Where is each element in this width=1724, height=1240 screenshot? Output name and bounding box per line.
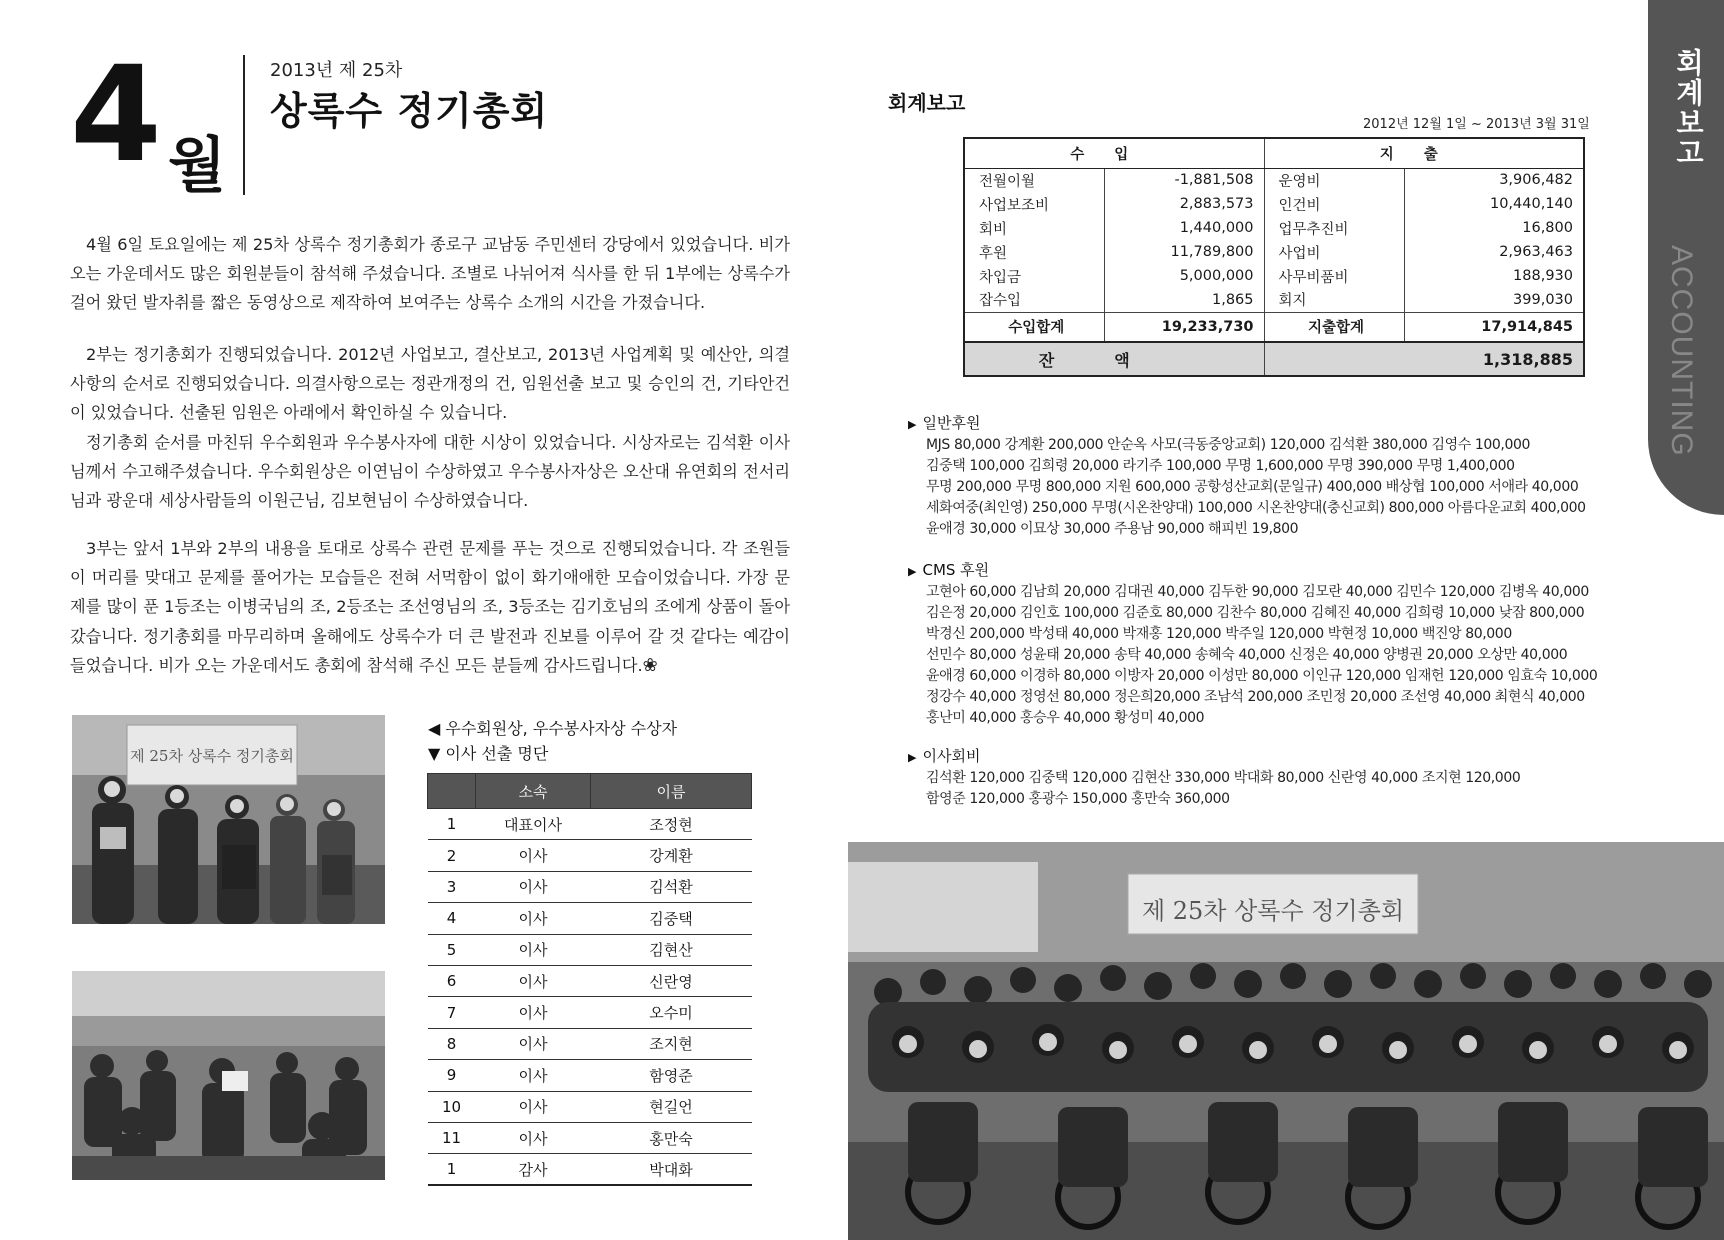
table-row — [964, 192, 1584, 216]
officer-dept: 이사 — [476, 1028, 591, 1059]
income-label: 전월이월 — [964, 168, 1104, 192]
accounting-table — [963, 137, 1585, 377]
board-caption: ▼ 이사 선출 명단 — [428, 744, 549, 763]
table-row — [428, 871, 752, 902]
paragraph-3-text: 3부는 앞서 1부와 2부의 내용을 토대로 상록수 관련 문제를 푸는 것으로 진행되었습니다. 각 조원들이 머리를 맞대고 문제를 풀어가는 모습들은 전혀 서먹함이 없이 화기애애한 모습이었습니다. 가장 문제를 많이 푼 1등조는 이병국님의 조, 2등조는 조선영님의 조, 3등조는 김기호님의 조에게 상품이 돌아갔습니다. 정기총회를 마무리하며 올해에도 상록수가 더 큰 발전과 진보를 이루어 갈 것 같다는 예감이 들었습니다. 비가 오는 가운데서도 총회에 참석해 주신 모든 분들께 감사드립니다. — [70, 539, 790, 675]
officer-dept: 이사 — [476, 934, 591, 965]
income-label: 후원 — [964, 240, 1104, 264]
list-item: 윤애경 30,000 이묘상 30,000 주용남 90,000 해피빈 19,800 — [926, 521, 1299, 537]
expense-label: 회지 — [1264, 288, 1404, 312]
officer-dept: 감사 — [476, 1154, 591, 1185]
table-row — [964, 168, 1584, 192]
income-value: 1,865 — [1104, 288, 1264, 312]
triangle-right-icon: ▶ — [908, 751, 917, 764]
paragraph-text — [70, 534, 790, 680]
board-fees-section — [908, 746, 1628, 810]
officers-header-row — [428, 774, 752, 809]
officer-dept: 이사 — [476, 840, 591, 871]
list-item: 김중택 100,000 김희령 20,000 라기주 100,000 무명 1,600,000 무명 390,000 무명 1,400,000 — [926, 458, 1515, 474]
officer-no: 4 — [428, 903, 476, 934]
banner-text: 제 25차 상록수 정기총회 — [130, 747, 294, 765]
list-item: 고현아 60,000 김남희 20,000 김대권 40,000 김두한 90,000 김모란 40,000 김민수 120,000 김병옥 40,000 — [926, 584, 1589, 600]
officer-name: 박대화 — [591, 1154, 752, 1185]
list-item: 윤애경 60,000 이경하 80,000 이방자 20,000 이성만 80,000 이인규 120,000 임재헌 120,000 임효숙 10,000 — [926, 668, 1598, 684]
cms-donors-section — [908, 560, 1628, 729]
table-row — [428, 1028, 752, 1059]
article-title: 상록수 정기총회 — [270, 89, 549, 133]
article-paragraph-2 — [70, 340, 790, 515]
expense-value: 10,440,140 — [1404, 192, 1584, 216]
table-row — [964, 216, 1584, 240]
income-value: 2,883,573 — [1104, 192, 1264, 216]
list-item: MJS 80,000 강계환 200,000 안순옥 사모(극동중앙교회) 120,000 김석환 380,000 김영수 100,000 — [926, 437, 1530, 453]
expense-value: 16,800 — [1404, 216, 1584, 240]
officer-name: 신란영 — [591, 965, 752, 996]
quiz-session-photo — [72, 971, 385, 1180]
officers-header-no — [428, 774, 476, 809]
general-donors-title: 일반후원 — [922, 414, 981, 432]
officer-no: 7 — [428, 997, 476, 1028]
officer-dept: 이사 — [476, 871, 591, 902]
list-item: 김석환 120,000 김중택 120,000 김현산 330,000 박대화 80,000 신란영 40,000 조지현 120,000 — [926, 770, 1521, 786]
officer-dept: 이사 — [476, 1122, 591, 1153]
cms-donors-title: CMS 후원 — [922, 561, 990, 579]
officer-name: 홍만숙 — [591, 1122, 752, 1153]
expense-value: 2,963,463 — [1404, 240, 1584, 264]
table-row — [964, 264, 1584, 288]
income-value: 5,000,000 — [1104, 264, 1264, 288]
table-row — [428, 1060, 752, 1091]
officer-name: 김석환 — [591, 871, 752, 902]
officer-no: 1 — [428, 1154, 476, 1185]
officer-no: 5 — [428, 934, 476, 965]
income-total-label: 수입합계 — [964, 312, 1104, 342]
officer-name: 현길언 — [591, 1091, 752, 1122]
totals-row — [964, 312, 1584, 342]
award-winners-photo — [72, 715, 385, 924]
month-number: 4 — [70, 38, 158, 192]
month-unit: 월 — [168, 131, 226, 201]
officer-dept: 대표이사 — [476, 809, 591, 840]
group-banner-text: 제 25차 상록수 정기총회 — [1141, 897, 1405, 925]
expense-header: 지출 — [1264, 138, 1584, 168]
officer-dept: 이사 — [476, 965, 591, 996]
officer-no: 11 — [428, 1122, 476, 1153]
table-row — [428, 903, 752, 934]
income-label: 잡수입 — [964, 288, 1104, 312]
table-row — [428, 1091, 752, 1122]
table-row — [428, 809, 752, 840]
income-label: 차입금 — [964, 264, 1104, 288]
title-divider — [243, 55, 245, 195]
officers-header-dept: 소속 — [476, 774, 591, 809]
general-donors-heading — [908, 413, 1628, 435]
income-total-value: 19,233,730 — [1104, 312, 1264, 342]
awards-caption: ◀ 우수회원상, 우수봉사자상 수상자 — [428, 719, 678, 738]
general-donors-section — [908, 413, 1628, 540]
expense-value: 399,030 — [1404, 288, 1584, 312]
list-item: 홍난미 40,000 홍승우 40,000 황성미 40,000 — [926, 710, 1205, 726]
officer-name: 강계환 — [591, 840, 752, 871]
group-photo-image — [848, 842, 1724, 1240]
table-row — [428, 997, 752, 1028]
table-row — [964, 288, 1584, 312]
table-row — [428, 965, 752, 996]
expense-total-value: 17,914,845 — [1404, 312, 1584, 342]
expense-label: 사무비품비 — [1264, 264, 1404, 288]
side-tab-english-label: ACCOUNTING — [1665, 245, 1698, 457]
officer-name: 조지현 — [591, 1028, 752, 1059]
officer-dept: 이사 — [476, 1091, 591, 1122]
flower-icon: ❀ — [642, 654, 658, 676]
article-subtitle: 2013년 제 25차 — [270, 60, 403, 81]
officer-no: 9 — [428, 1060, 476, 1091]
officer-name: 김현산 — [591, 934, 752, 965]
income-value: -1,881,508 — [1104, 168, 1264, 192]
table-row — [428, 934, 752, 965]
officer-no: 1 — [428, 809, 476, 840]
officers-header-name: 이름 — [591, 774, 752, 809]
officer-dept: 이사 — [476, 1060, 591, 1091]
balance-row — [964, 342, 1584, 376]
award-winners-photo-image — [72, 715, 385, 924]
paragraph-text: 4월 6일 토요일에는 제 25차 상록수 정기총회가 종로구 교남동 주민센터 강당에서 있었습니다. 비가 오는 가운데서도 많은 회원분들이 참석해 주셨습니다. 조별로 나뉘어져 식사를 한 뒤 1부에는 상록수가 걸어 왔던 발자취를 짧은 동영상으로 제작하여 보여주는 상록수 소개의 시간을 가졌습니다. — [70, 235, 790, 313]
officer-no: 8 — [428, 1028, 476, 1059]
expense-label: 사업비 — [1264, 240, 1404, 264]
month-heading — [70, 40, 230, 210]
table-row — [428, 1122, 752, 1153]
balance-label: 잔액 — [964, 342, 1264, 376]
cms-donors-heading — [908, 560, 1628, 582]
article-paragraph-1 — [70, 230, 790, 318]
officer-name: 조정현 — [591, 809, 752, 840]
income-header: 수입 — [964, 138, 1264, 168]
article-paragraph-3 — [70, 534, 790, 680]
income-value: 11,789,800 — [1104, 240, 1264, 264]
officer-no: 3 — [428, 871, 476, 902]
list-item: 정강수 40,000 정영선 80,000 정은희20,000 조남석 200,000 조민정 20,000 조선영 40,000 최현식 40,000 — [926, 689, 1585, 705]
balance-value: 1,318,885 — [1264, 342, 1584, 376]
list-item: 무명 200,000 무명 800,000 지원 600,000 공항성산교회(문일규) 400,000 배상협 100,000 서애라 40,000 — [926, 479, 1579, 495]
group-photo — [848, 842, 1724, 1240]
table-row — [428, 840, 752, 871]
board-fees-heading — [908, 746, 1628, 768]
paragraph-text: 2부는 정기총회가 진행되었습니다. 2012년 사업보고, 결산보고, 2013년 사업계획 및 예산안, 의결사항의 순서로 진행되었습니다. 의결사항으로는 정관개정의 건, 임원선출 보고 및 승인의 건, 기타안건이 있었습니다. 선출된 임원은 아래에서 확인하실 수 있습니다. — [70, 345, 790, 423]
list-item: 박경신 200,000 박성태 40,000 박재홍 120,000 박주일 120,000 박현정 10,000 백진앙 80,000 — [926, 626, 1512, 642]
board-fees-title: 이사회비 — [922, 747, 981, 765]
expense-value: 188,930 — [1404, 264, 1584, 288]
officer-name: 함영준 — [591, 1060, 752, 1091]
table-row — [428, 1154, 752, 1185]
side-tab-korean-label: 회계보고 — [1672, 48, 1705, 168]
paragraph-text: 정기총회 순서를 마친뒤 우수회원과 우수봉사자에 대한 시상이 있었습니다. 시상자로는 김석환 이사님께서 수고해주셨습니다. 우수회원상은 이연님이 수상하였고 우수봉사자상은 오산대 유연회의 전서리님과 광운대 세상사람들의 이원근님, 김보현님이 수상하였습니다. — [70, 432, 790, 511]
officer-dept: 이사 — [476, 903, 591, 934]
officer-name: 김중택 — [591, 903, 752, 934]
officer-no: 10 — [428, 1091, 476, 1122]
expense-value: 3,906,482 — [1404, 168, 1584, 192]
accounting-heading: 회계보고 — [888, 91, 966, 115]
officer-no: 6 — [428, 965, 476, 996]
accounting-period: 2012년 12월 1일 ~ 2013년 3월 31일 — [1363, 117, 1590, 132]
accounting-header-row — [964, 138, 1584, 168]
triangle-right-icon: ▶ — [908, 418, 917, 431]
income-label: 회비 — [964, 216, 1104, 240]
quiz-session-photo-image — [72, 971, 385, 1180]
officer-name: 오수미 — [591, 997, 752, 1028]
income-label: 사업보조비 — [964, 192, 1104, 216]
officer-dept: 이사 — [476, 997, 591, 1028]
officers-table — [427, 773, 752, 1186]
triangle-right-icon: ▶ — [908, 565, 917, 578]
expense-label: 운영비 — [1264, 168, 1404, 192]
list-item: 세화여중(최인영) 250,000 무명(시온찬양대) 100,000 시온찬양대(충신교회) 800,000 아름다운교회 400,000 — [926, 500, 1586, 516]
expense-total-label: 지출합계 — [1264, 312, 1404, 342]
list-item: 김은정 20,000 김인호 100,000 김준호 80,000 김찬수 80,000 김혜진 40,000 김희령 10,000 낮잠 800,000 — [926, 605, 1585, 621]
expense-label: 업무추진비 — [1264, 216, 1404, 240]
officer-no: 2 — [428, 840, 476, 871]
income-value: 1,440,000 — [1104, 216, 1264, 240]
table-row — [964, 240, 1584, 264]
list-item: 함영준 120,000 홍광수 150,000 홍만숙 360,000 — [926, 791, 1230, 807]
list-item: 선민수 80,000 성윤태 20,000 송탁 40,000 송혜숙 40,000 신정은 40,000 양병권 20,000 오상만 40,000 — [926, 647, 1568, 663]
expense-label: 인건비 — [1264, 192, 1404, 216]
